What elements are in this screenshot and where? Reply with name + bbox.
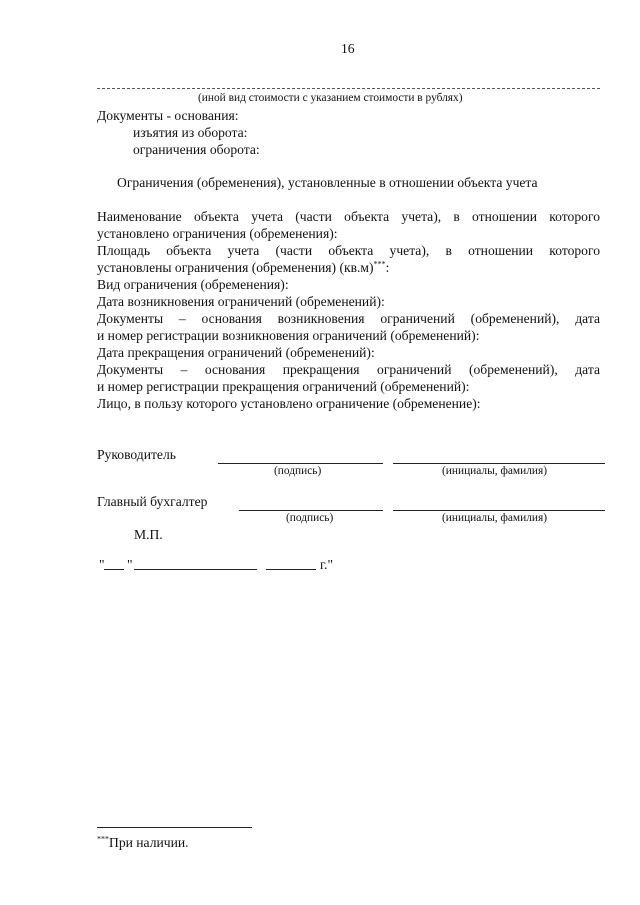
basis-restriction: ограничения оборота: <box>133 142 260 157</box>
date-day-line <box>104 569 124 570</box>
accountant-label: Главный бухгалтер <box>97 494 208 509</box>
cost-dash-line <box>97 88 600 89</box>
head-signature-caption: (подпись) <box>274 465 322 477</box>
head-name-line <box>393 463 605 464</box>
field-area-line1: Площадь объекта учета (части объекта учета), в отношении которого <box>97 243 600 258</box>
footnote-mark: *** <box>97 834 109 844</box>
date-month-line <box>134 569 257 570</box>
basis-label: Документы - основания: <box>97 108 239 123</box>
field-name-line2: установлено ограничения (обременения): <box>97 226 338 241</box>
footnote-separator <box>97 827 252 828</box>
accountant-signature-line <box>239 510 383 511</box>
field-end-docs-line2: и номер регистрации прекращения ограничений (обременений): <box>97 379 470 394</box>
head-signature-line <box>218 463 383 464</box>
field-type: Вид ограничения (обременения): <box>97 277 289 292</box>
section-title: Ограничения (обременения), установленные в отношении объекта учета <box>117 175 538 190</box>
field-end-docs-line1: Документы – основания прекращения ограничений (обременений), дата <box>97 362 600 377</box>
date-year-suffix: г." <box>320 557 333 572</box>
basis-withdrawal: изъятия из оборота: <box>133 125 248 140</box>
field-end-date: Дата прекращения ограничений (обременений): <box>97 345 375 360</box>
date-open-quote: " <box>99 557 105 572</box>
footnote <box>97 834 189 851</box>
footnote-ref-mark: *** <box>373 259 386 269</box>
field-start-docs-line1: Документы – основания возникновения ограничений (обременений), дата <box>97 311 600 326</box>
field-start-docs-line2: и номер регистрации возникновения ограничений (обременений): <box>97 328 480 343</box>
date-year-line <box>266 569 316 570</box>
field-area-line2: установлены ограничения (обременения) (кв.м)***: <box>97 259 390 275</box>
accountant-name-caption: (инициалы, фамилия) <box>442 512 548 524</box>
date-mid-quote: " <box>127 557 133 572</box>
field-name-line1: Наименование объекта учета (части объекта учета), в отношении которого <box>97 209 600 224</box>
head-label: Руководитель <box>97 447 176 462</box>
stamp-label: М.П. <box>134 527 163 542</box>
head-name-caption: (инициалы, фамилия) <box>442 465 548 477</box>
page-number: 16 <box>341 41 355 56</box>
field-beneficiary: Лицо, в пользу которого установлено ограничение (обременение): <box>97 396 481 411</box>
accountant-signature-caption: (подпись) <box>286 512 334 524</box>
accountant-name-line <box>393 510 605 511</box>
footnote-text: При наличии. <box>109 835 189 850</box>
cost-note: (иной вид стоимости с указанием стоимости в рублях) <box>198 92 463 104</box>
field-start-date: Дата возникновения ограничений (обременений): <box>97 294 385 309</box>
